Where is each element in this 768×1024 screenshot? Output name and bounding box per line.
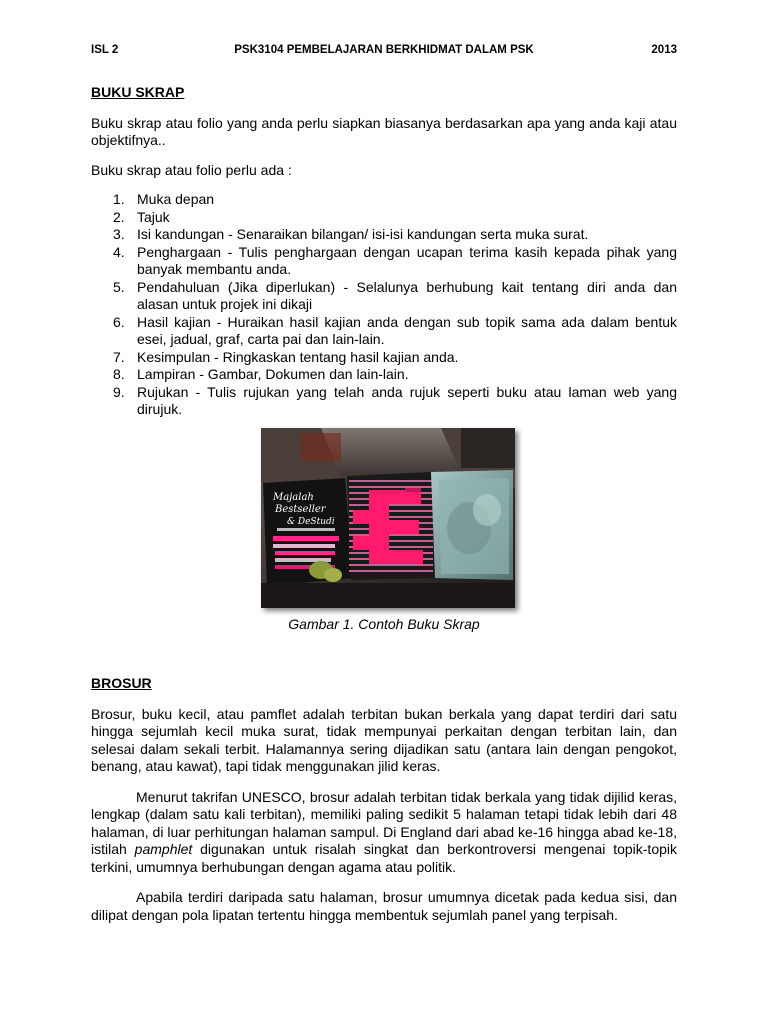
list-item — [91, 349, 677, 367]
list-text: Tajuk — [137, 208, 170, 225]
list-text: Isi kandungan - Senaraikan bilangan/ isi-isi kandungan serta muka surat. — [137, 226, 589, 242]
list-number: 3. — [113, 226, 125, 242]
list-item — [91, 209, 677, 227]
paragraph-text: digunakan untuk risalah singkat dan berkontroversi mengenai topik-topik terkini, umumnya berhubungan dengan agama atau politik. — [91, 841, 678, 875]
book-title-line3: & DeStudi — [287, 516, 335, 527]
scrapbook-photo-illustration — [261, 428, 515, 608]
list-item — [91, 314, 677, 349]
list-item — [91, 384, 677, 419]
paragraph: Buku skrap atau folio yang anda perlu siapkan biasanya berdasarkan apa yang anda kaji atau objektifnya.. — [91, 114, 677, 148]
book-title-line2: Bestseller — [275, 503, 326, 515]
paragraph — [91, 789, 677, 877]
list-number: 1. — [113, 191, 125, 207]
list-number: 6. — [113, 313, 125, 330]
list-text: Pendahuluan (Jika diperlukan) - Selalunya berhubung kait tentang diri anda dan alasan untuk projek ini dikaji — [137, 278, 677, 312]
header-left: ISL 2 — [91, 44, 119, 56]
list-text: Penghargaan - Tulis penghargaan dengan ucapan terima kasih kepada pihak yang banyak membantu anda. — [137, 243, 677, 277]
list-text: Muka depan — [137, 191, 215, 207]
list-number: 7. — [113, 348, 125, 365]
list-number: 2. — [113, 208, 125, 225]
list-number: 9. — [113, 383, 125, 400]
page-header — [91, 44, 677, 60]
paragraph: Brosur, buku kecil, atau pamflet adalah terbitan bukan berkala yang dapat terdiri dari satu hingga sejumlah kecil muka surat, tidak mempunyai perkaitan dengan terbitan lain, dan selesai dalam sekali terbit. Halamannya sering dijadikan satu (antara lain dengan pengokot, benang, atau kawat), tapi tidak menggunakan jilid keras. — [91, 705, 677, 774]
paragraph: Apabila terdiri daripada satu halaman, brosur umumnya dicetak pada kedua sisi, dan dilipat dengan pola lipatan tertentu hingga membentuk sejumlah panel yang terpisah. — [91, 889, 677, 923]
page-content — [91, 84, 677, 924]
emphasis-pamphlet: pamphlet — [134, 841, 193, 857]
list-item — [91, 279, 677, 314]
book-title-line1: Majalah — [273, 491, 314, 503]
list-number: 4. — [113, 243, 125, 260]
section-title-brosur: BROSUR — [91, 675, 152, 691]
list-number: 5. — [113, 278, 125, 295]
section-title-buku-skrap: BUKU SKRAP — [91, 84, 185, 100]
paragraph-text: Menurut takrifan UNESCO, brosur adalah terbitan tidak berkala yang tidak dijilid keras, lengkap (dalam satu kali terbitan), memiliki paling sedikit 5 halaman tetapi tidak lebih dari 48 halaman, di luar perhitungan halaman sampul. Di England dari abad ke-16 hingga abad ke-18, istilah — [91, 788, 677, 857]
list-text: Lampiran - Gambar, Dokumen dan lain-lain. — [137, 366, 409, 382]
list-number: 8. — [113, 366, 125, 382]
list-item — [91, 191, 677, 209]
header-center: PSK3104 PEMBELAJARAN BERKHIDMAT DALAM PSK — [234, 44, 534, 56]
list-item — [91, 244, 677, 279]
scrapbook-photo — [261, 428, 515, 608]
header-right: 2013 — [651, 44, 677, 56]
list-item — [91, 366, 677, 384]
paragraph: Buku skrap atau folio perlu ada : — [91, 161, 292, 178]
list-text: Rujukan - Tulis rujukan yang telah anda rujuk seperti buku atau laman web yang dirujuk. — [137, 383, 677, 417]
figure-caption: Gambar 1. Contoh Buku Skrap — [288, 615, 480, 632]
list-text: Hasil kajian - Huraikan hasil kajian anda dengan sub topik sama ada dalam bentuk esei, jadual, graf, carta pai dan lain-lain. — [137, 313, 677, 347]
list-text: Kesimpulan - Ringkaskan tentang hasil kajian anda. — [137, 348, 459, 365]
list-item — [91, 226, 677, 244]
scrapbook-contents-list — [91, 191, 677, 419]
figure — [91, 428, 677, 634]
